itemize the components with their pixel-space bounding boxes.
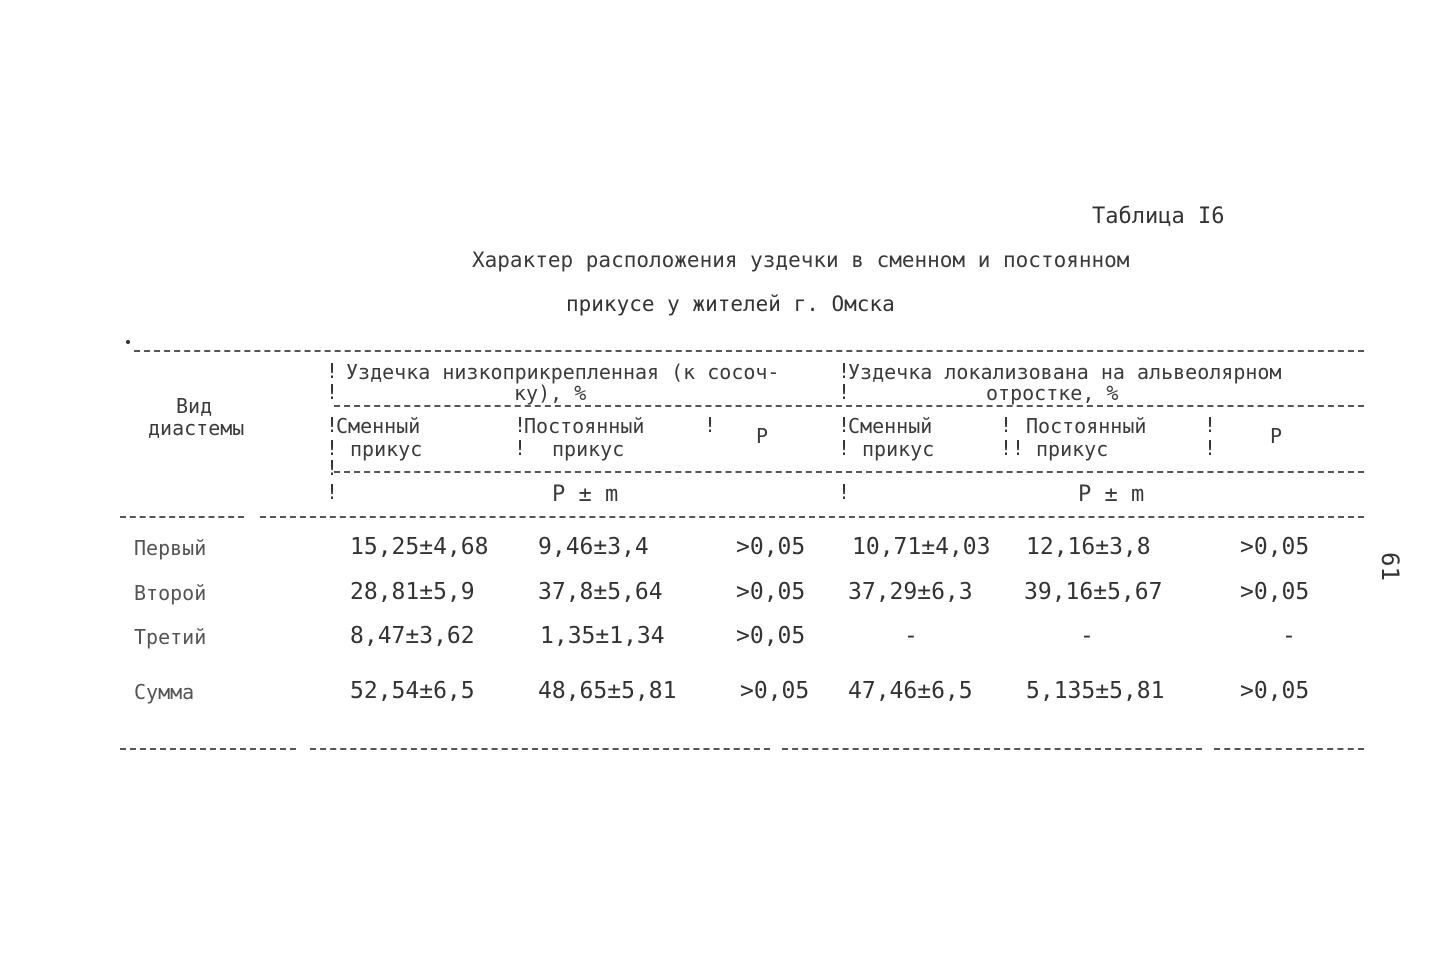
- row-label: Третий: [134, 625, 207, 649]
- cell-g1-col1: 28,81±5,9: [350, 579, 475, 605]
- separator-mark: !: [838, 359, 851, 383]
- separator-mark: !: [326, 359, 339, 383]
- subheader-rule: [334, 471, 1364, 473]
- table-top-rule: [134, 350, 1364, 352]
- g2-col1-header-line-1: Сменный: [848, 414, 933, 438]
- separator-mark: !: [838, 436, 851, 460]
- cell-g2-col2: 5,135±5,81: [1026, 678, 1165, 704]
- group-header-rule: [334, 405, 1364, 407]
- cell-g2-p: -: [1282, 623, 1296, 649]
- cell-g2-p: >0,05: [1240, 534, 1310, 560]
- cell-g2-col2: -: [1080, 623, 1094, 649]
- separator-mark: !: [326, 436, 339, 460]
- g1-col1-header-line-2: прикус: [350, 437, 423, 461]
- g1-col1-header-line-1: Сменный: [336, 414, 421, 438]
- table-title-line-2: прикусе у жителей г. Омска: [566, 292, 895, 316]
- header-bottom-rule-a: [120, 516, 244, 518]
- table-bottom-rule-4: [1214, 748, 1364, 750]
- table-bottom-rule-3: [782, 748, 1202, 750]
- cell-g1-col2: 9,46±3,4: [538, 534, 649, 560]
- group2-header-line-1: Уздечка локализована на альвеолярном: [848, 360, 1282, 384]
- table-bottom-rule-1: [120, 748, 296, 750]
- cell-g2-col1: 47,46±6,5: [848, 678, 973, 704]
- cell-g1-col2: 37,8±5,64: [538, 579, 663, 605]
- separator-mark: !: [1204, 436, 1217, 460]
- separator-mark: !: [1204, 413, 1217, 437]
- group1-header-line-2: ку), %: [514, 381, 587, 405]
- cell-g1-col1: 8,47±3,62: [350, 623, 475, 649]
- g2-p-header: P: [1270, 424, 1283, 448]
- g1-pm-label: P ± m: [552, 482, 619, 507]
- separator-mark: !: [838, 380, 851, 404]
- separator-mark: !: [326, 380, 339, 404]
- separator-mark: !: [326, 456, 339, 480]
- table-caption: Таблица I6: [1092, 204, 1225, 229]
- g2-col1-header-line-2: прикус: [862, 437, 935, 461]
- cell-g1-p: >0,05: [736, 623, 806, 649]
- cell-g2-col1: 37,29±6,3: [848, 579, 973, 605]
- page-number: 61: [1376, 552, 1404, 581]
- g2-pm-label: P ± m: [1078, 482, 1145, 507]
- row-label: Сумма: [134, 680, 195, 704]
- cell-g2-p: >0,05: [1240, 579, 1310, 605]
- table-title-line-1: Характер расположения уздечки в сменном и постоянном: [472, 248, 1130, 272]
- separator-mark: !: [514, 436, 527, 460]
- separator-mark: !: [326, 413, 339, 437]
- cell-g1-p: >0,05: [736, 579, 806, 605]
- stray-dot: [126, 340, 130, 344]
- g1-col2-header-line-1: Постоянный: [524, 414, 645, 438]
- cell-g1-p: >0,05: [736, 534, 806, 560]
- cell-g2-col1: 10,71±4,03: [852, 534, 991, 560]
- row-header-line-2: диастемы: [148, 416, 245, 440]
- cell-g1-col1: 15,25±4,68: [350, 534, 489, 560]
- cell-g2-col2: 39,16±5,67: [1024, 579, 1163, 605]
- row-header-line-1: Вид: [176, 394, 213, 418]
- separator-mark: !: [838, 480, 851, 504]
- separator-mark: !: [704, 413, 717, 437]
- g1-col2-header-line-2: прикус: [552, 437, 625, 461]
- cell-g2-col2: 12,16±3,8: [1026, 534, 1151, 560]
- row-label: Второй: [134, 581, 207, 605]
- cell-g2-col1: -: [904, 623, 918, 649]
- cell-g2-p: >0,05: [1240, 678, 1310, 704]
- row-label: Первый: [134, 536, 207, 560]
- cell-g1-col2: 1,35±1,34: [540, 623, 665, 649]
- cell-g1-p: >0,05: [740, 678, 810, 704]
- cell-g1-col1: 52,54±6,5: [350, 678, 475, 704]
- separator-mark: !!: [1000, 436, 1025, 460]
- separator-mark: !: [326, 480, 339, 504]
- separator-mark: !: [838, 413, 851, 437]
- header-bottom-rule-b: [260, 516, 1364, 518]
- table-bottom-rule-2: [310, 748, 770, 750]
- separator-mark: !: [1000, 413, 1013, 437]
- group1-header-line-1: Уздечка низкоприкрепленная (к сосоч-: [346, 360, 780, 384]
- group2-header-line-2: отростке, %: [986, 381, 1119, 405]
- cell-g1-col2: 48,65±5,81: [538, 678, 677, 704]
- separator-mark: !: [514, 413, 527, 437]
- g2-col2-header-line-2: прикус: [1036, 437, 1109, 461]
- g2-col2-header-line-1: Постоянный: [1026, 414, 1147, 438]
- g1-p-header: P: [756, 424, 769, 448]
